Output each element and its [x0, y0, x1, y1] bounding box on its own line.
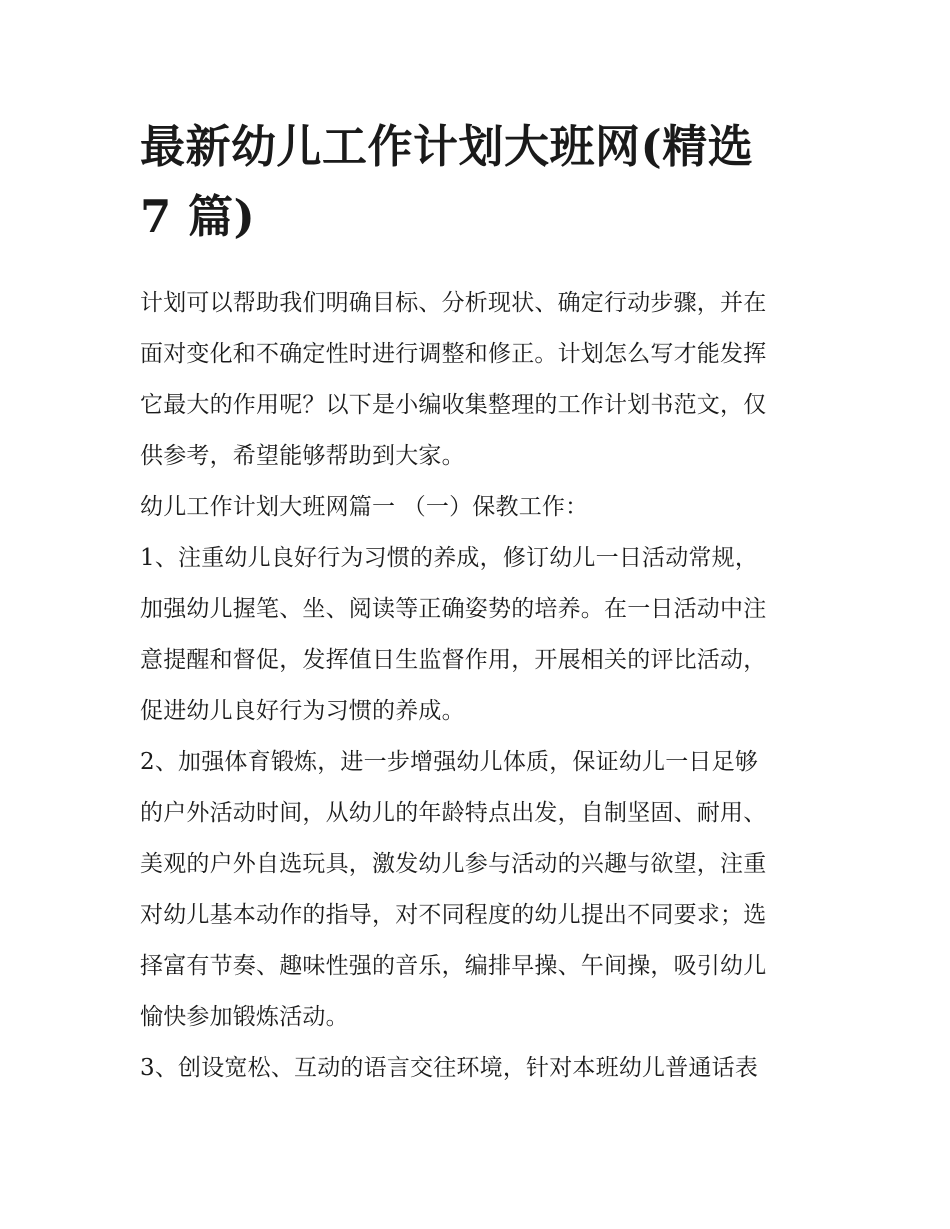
- text-line: 加强幼儿握笔、坐、阅读等正确姿势的培养。在一日活动中注: [140, 596, 767, 622]
- text-line: 对幼儿基本动作的指导，对不同程度的幼儿提出不同要求；选: [140, 902, 767, 928]
- text-line: 愉快参加锻炼活动。: [140, 1004, 349, 1030]
- text-line: 美观的户外自选玩具，激发幼儿参与活动的兴趣与欲望，注重: [140, 851, 767, 877]
- text-line: 择富有节奏、趣味性强的音乐，编排早操、午间操，吸引幼儿: [140, 953, 767, 979]
- item-paragraph-2: [140, 737, 812, 1043]
- text-line: 3、创设宽松、互动的语言交往环境，针对本班幼儿普通话表: [140, 1055, 759, 1081]
- text-line: 2、加强体育锻炼，进一步增强幼儿体质，保证幼儿一日足够: [140, 749, 759, 775]
- text-line: 幼儿工作计划大班网篇一 （一）保教工作：: [140, 494, 589, 520]
- text-line: 意提醒和督促，发挥值日生监督作用，开展相关的评比活动，: [140, 647, 767, 673]
- title-line: 7 篇): [140, 190, 256, 243]
- item-paragraph-1: [140, 533, 812, 737]
- text-line: 促进幼儿良好行为习惯的养成。: [140, 698, 465, 724]
- text-line: 1、注重幼儿良好行为习惯的养成，修订幼儿一日活动常规，: [140, 545, 759, 571]
- text-line: 的户外活动时间，从幼儿的年龄特点出发，自制坚固、耐用、: [140, 800, 767, 826]
- text-line: 它最大的作用呢？以下是小编收集整理的工作计划书范文，仅: [140, 392, 767, 418]
- text-line: 供参考，希望能够帮助到大家。: [140, 443, 465, 469]
- document-title: [140, 112, 812, 252]
- document-content: [140, 112, 812, 1094]
- document-body: [140, 278, 812, 1094]
- text-line: 面对变化和不确定性时进行调整和修正。计划怎么写才能发挥: [140, 341, 767, 367]
- item-paragraph-3: [140, 1043, 812, 1094]
- text-line: 计划可以帮助我们明确目标、分析现状、确定行动步骤，并在: [140, 290, 767, 316]
- title-line: 最新幼儿工作计划大班网(精选: [140, 120, 754, 173]
- intro-paragraph: [140, 278, 812, 482]
- section-heading: [140, 482, 812, 533]
